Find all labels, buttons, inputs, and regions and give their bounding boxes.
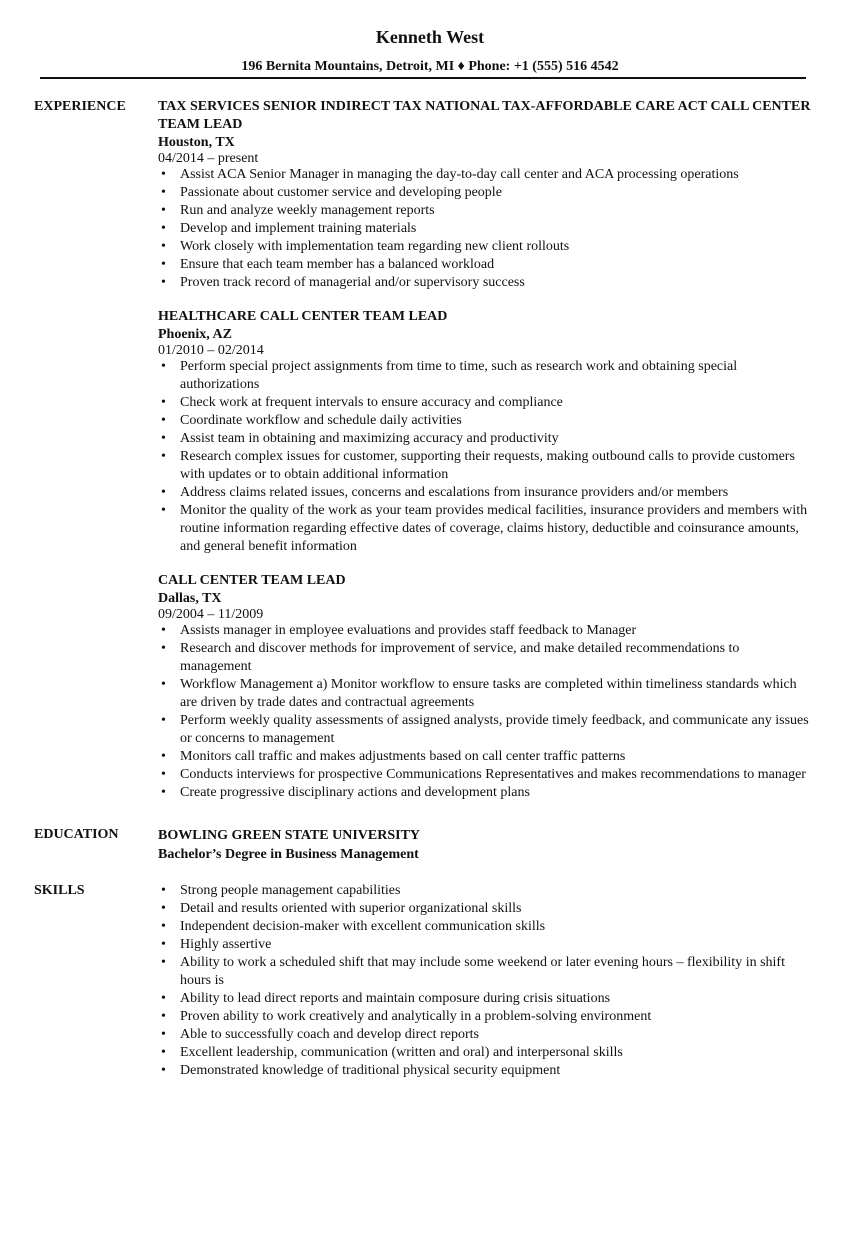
bullet-item <box>158 166 814 184</box>
bullet-text: Research and discover methods for improvement of service, and make detailed recommendations to management <box>180 641 740 674</box>
experience-body <box>158 98 814 802</box>
section-heading-education: EDUCATION <box>34 827 119 842</box>
bullet-text: Passionate about customer service and developing people <box>180 185 502 200</box>
bullet-icon: • <box>161 449 166 464</box>
bullet-item <box>158 1062 814 1080</box>
bullet-item <box>158 202 814 220</box>
bullet-icon: • <box>161 395 166 410</box>
bullet-text: Assists manager in employee evaluations and provides staff feedback to Manager <box>180 623 637 638</box>
bullet-text: Detail and results oriented with superior organizational skills <box>180 901 522 916</box>
section-heading-experience: EXPERIENCE <box>34 99 126 114</box>
bullet-text: Proven track record of managerial and/or supervisory success <box>180 275 525 290</box>
bullet-item <box>158 990 814 1008</box>
bullet-item <box>158 184 814 202</box>
resume-content <box>34 98 814 1080</box>
bullet-icon: • <box>161 275 166 290</box>
bullet-icon: • <box>161 991 166 1006</box>
bullet-icon: • <box>161 203 166 218</box>
bullet-item <box>158 954 814 990</box>
bullet-text: Research complex issues for customer, supporting their requests, making outbound calls to provide customers with updates or to obtain additional information <box>180 449 795 482</box>
bullet-text: Ability to lead direct reports and maintain composure during crisis situations <box>180 991 611 1006</box>
bullet-item <box>158 256 814 274</box>
bullet-icon: • <box>161 185 166 200</box>
bullet-text: Assist team in obtaining and maximizing accuracy and productivity <box>180 431 559 446</box>
bullet-item <box>158 1008 814 1026</box>
bullet-icon: • <box>161 431 166 446</box>
bullet-item <box>158 430 814 448</box>
school-name: BOWLING GREEN STATE UNIVERSITY <box>158 828 421 843</box>
bullet-text: Work closely with implementation team regarding new client rollouts <box>180 239 570 254</box>
bullet-text: Proven ability to work creatively and analytically in a problem-solving environment <box>180 1009 652 1024</box>
job-bullet-list <box>158 358 814 556</box>
bullet-item <box>158 712 814 748</box>
bullet-text: Monitors call traffic and makes adjustments based on call center traffic patterns <box>180 749 626 764</box>
bullet-item <box>158 936 814 954</box>
job-bullet-list <box>158 622 814 802</box>
bullet-item <box>158 484 814 502</box>
bullet-text: Perform special project assignments from time to time, such as research work and obtaining special authorizations <box>180 359 738 392</box>
bullet-icon: • <box>161 767 166 782</box>
bullet-icon: • <box>161 641 166 656</box>
bullet-text: Address claims related issues, concerns and escalations from insurance providers and/or members <box>180 485 729 500</box>
bullet-item <box>158 502 814 556</box>
job-entry <box>158 308 814 556</box>
bullet-item <box>158 882 814 900</box>
bullet-item <box>158 1044 814 1062</box>
bullet-text: Highly assertive <box>180 937 272 952</box>
job-title: TAX SERVICES SENIOR INDIRECT TAX NATIONAL TAX-AFFORDABLE CARE ACT CALL CENTER TEAM LEAD <box>158 99 811 132</box>
bullet-item <box>158 220 814 238</box>
bullet-item <box>158 900 814 918</box>
bullet-item <box>158 918 814 936</box>
bullet-icon: • <box>161 713 166 728</box>
bullet-icon: • <box>161 901 166 916</box>
bullet-text: Perform weekly quality assessments of assigned analysts, provide timely feedback, and communicate any issues or concerns to management <box>180 713 809 746</box>
degree-name: Bachelor’s Degree in Business Management <box>158 847 419 862</box>
bullet-icon: • <box>161 937 166 952</box>
bullet-icon: • <box>161 919 166 934</box>
bullet-item <box>158 412 814 430</box>
bullet-text: Demonstrated knowledge of traditional physical security equipment <box>180 1063 561 1078</box>
bullet-icon: • <box>161 1063 166 1078</box>
bullet-text: Create progressive disciplinary actions and development plans <box>180 785 530 800</box>
section-heading-skills: SKILLS <box>34 883 85 898</box>
bullet-text: Conducts interviews for prospective Communications Representatives and makes recommendations to manager <box>180 767 806 782</box>
bullet-icon: • <box>161 257 166 272</box>
bullet-text: Ensure that each team member has a balanced workload <box>180 257 495 272</box>
education-section <box>34 826 814 864</box>
bullet-icon: • <box>161 485 166 500</box>
job-dates: 04/2014 – present <box>158 151 259 166</box>
bullet-item <box>158 748 814 766</box>
bullet-icon: • <box>161 623 166 638</box>
education-body <box>158 826 814 864</box>
bullet-text: Independent decision-maker with excellent communication skills <box>180 919 546 934</box>
skills-bullet-list <box>158 882 814 1080</box>
job-dates: 01/2010 – 02/2014 <box>158 343 264 358</box>
bullet-icon: • <box>161 239 166 254</box>
job-location: Phoenix, AZ <box>158 327 232 342</box>
bullet-item <box>158 622 814 640</box>
bullet-icon: • <box>161 503 166 518</box>
bullet-icon: • <box>161 221 166 236</box>
candidate-name: Kenneth West <box>375 27 485 47</box>
bullet-text: Coordinate workflow and schedule daily activities <box>180 413 462 428</box>
bullet-icon: • <box>161 677 166 692</box>
job-entry <box>158 572 814 802</box>
bullet-icon: • <box>161 1045 166 1060</box>
bullet-icon: • <box>161 785 166 800</box>
bullet-text: Develop and implement training materials <box>180 221 417 236</box>
bullet-icon: • <box>161 883 166 898</box>
job-location: Dallas, TX <box>158 591 222 606</box>
job-dates: 09/2004 – 11/2009 <box>158 607 264 622</box>
bullet-item <box>158 238 814 256</box>
bullet-text: Run and analyze weekly management reports <box>180 203 435 218</box>
bullet-icon: • <box>161 1027 166 1042</box>
bullet-text: Able to successfully coach and develop direct reports <box>180 1027 479 1042</box>
bullet-text: Ability to work a scheduled shift that may include some weekend or later evening hours – flexibility in shift hours is <box>180 955 785 988</box>
bullet-text: Monitor the quality of the work as your team provides medical facilities, insurance providers and members with routine information regarding effective dates of coverage, claims history, deductible and coinsurance amounts, and general benefit information <box>180 503 808 554</box>
bullet-icon: • <box>161 749 166 764</box>
job-title: CALL CENTER TEAM LEAD <box>158 573 346 588</box>
job-title: HEALTHCARE CALL CENTER TEAM LEAD <box>158 309 448 324</box>
bullet-icon: • <box>161 167 166 182</box>
skills-section <box>34 882 814 1080</box>
bullet-item <box>158 640 814 676</box>
job-location: Houston, TX <box>158 135 235 150</box>
bullet-text: Check work at frequent intervals to ensure accuracy and compliance <box>180 395 563 410</box>
bullet-item <box>158 358 814 394</box>
job-bullet-list <box>158 166 814 292</box>
header-divider <box>40 77 806 79</box>
bullet-item <box>158 274 814 292</box>
job-entry <box>158 98 814 292</box>
bullet-icon: • <box>161 359 166 374</box>
bullet-item <box>158 1026 814 1044</box>
experience-section <box>34 98 814 802</box>
bullet-text: Assist ACA Senior Manager in managing the day-to-day call center and ACA processing operations <box>180 167 739 182</box>
bullet-item <box>158 766 814 784</box>
bullet-item <box>158 676 814 712</box>
bullet-text: Strong people management capabilities <box>180 883 401 898</box>
skills-body <box>158 882 814 1080</box>
bullet-text: Excellent leadership, communication (written and oral) and interpersonal skills <box>180 1045 623 1060</box>
bullet-text: Workflow Management a) Monitor workflow to ensure tasks are completed within timeliness standards which are driven by trade dates and contractual agreements <box>180 677 797 710</box>
bullet-icon: • <box>161 955 166 970</box>
bullet-icon: • <box>161 413 166 428</box>
bullet-item <box>158 448 814 484</box>
bullet-item <box>158 784 814 802</box>
contact-line: 196 Bernita Mountains, Detroit, MI ♦ Phone: +1 (555) 516 4542 <box>241 59 619 74</box>
bullet-icon: • <box>161 1009 166 1024</box>
bullet-item <box>158 394 814 412</box>
